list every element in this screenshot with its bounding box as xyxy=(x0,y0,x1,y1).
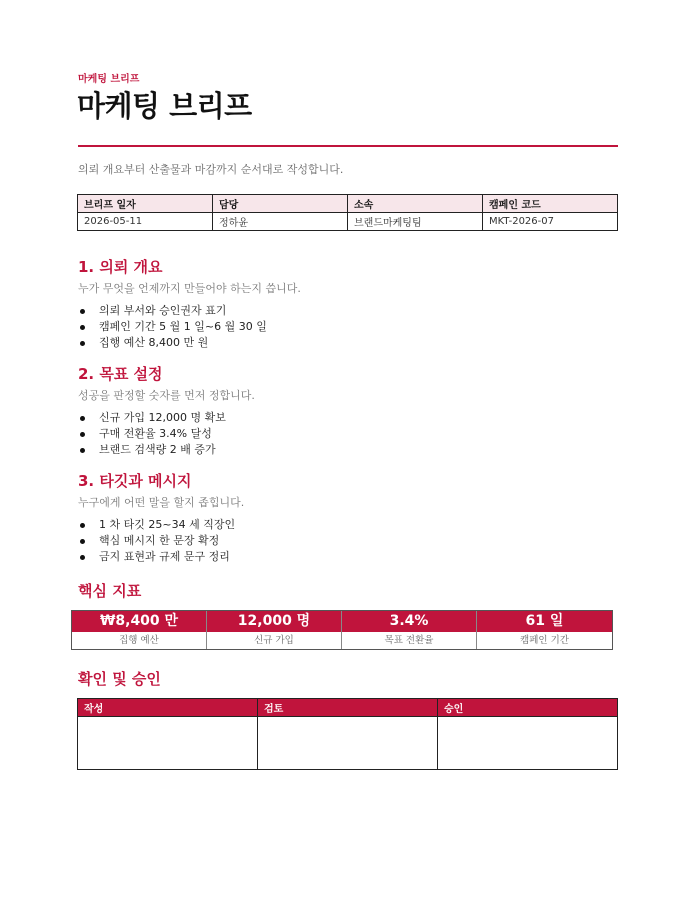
kpi-value: ₩8,400 만 xyxy=(72,611,206,632)
kpi-section-title: 핵심 지표 xyxy=(78,582,142,600)
kpi-card xyxy=(207,611,342,649)
list-item: 금지 표현과 규제 문구 정리 xyxy=(78,549,618,565)
meta-header-cell: 캠페인 코드 xyxy=(483,195,618,213)
approval-header-author: 작성 xyxy=(78,699,258,717)
brief-meta-table xyxy=(77,194,618,231)
kpi-value: 12,000 명 xyxy=(207,611,341,632)
section-subtitle: 성공을 판정할 숫자를 먼저 정합니다. xyxy=(78,389,255,402)
approval-signature-row xyxy=(78,717,618,770)
meta-header-row xyxy=(78,195,618,213)
section-target-message xyxy=(78,470,618,565)
kpi-value: 61 일 xyxy=(477,611,612,632)
list-item: 캠페인 기간 5 월 1 일~6 월 30 일 xyxy=(78,319,618,335)
kpi-label: 목표 전환율 xyxy=(384,635,434,646)
kpi-label: 캠페인 기간 xyxy=(520,635,569,646)
approval-section-title: 확인 및 승인 xyxy=(78,670,161,688)
kpi-card xyxy=(477,611,612,649)
section-title: 2. 목표 설정 xyxy=(78,365,163,383)
list-item: 신규 가입 12,000 명 확보 xyxy=(78,410,618,426)
review-signature-box[interactable] xyxy=(258,717,438,770)
meta-value-cell: 정하윤 xyxy=(213,213,348,231)
title-divider xyxy=(78,145,618,147)
section-request-overview xyxy=(78,256,618,351)
meta-value-cell: 2026-05-11 xyxy=(78,213,213,231)
list-item: 의뢰 부서와 승인권자 표기 xyxy=(78,303,618,319)
list-item: 핵심 메시지 한 문장 확정 xyxy=(78,533,618,549)
kpi-value: 3.4% xyxy=(342,611,476,632)
meta-value-cell: MKT-2026-07 xyxy=(483,213,618,231)
kpi-card xyxy=(342,611,477,649)
list-item: 브랜드 검색량 2 배 증가 xyxy=(78,442,618,458)
page-title: 마케팅 브리프 xyxy=(77,89,252,123)
meta-header-cell: 담당 xyxy=(213,195,348,213)
approval-header-approve: 승인 xyxy=(438,699,618,717)
list-item: 1 차 타깃 25~34 세 직장인 xyxy=(78,517,618,533)
meta-value-cell: 브랜드마케팅팀 xyxy=(348,213,483,231)
section-title: 3. 타깃과 메시지 xyxy=(78,472,192,490)
section-title: 1. 의뢰 개요 xyxy=(78,258,163,276)
kpi-label: 집행 예산 xyxy=(119,635,159,646)
intro-text: 의뢰 개요부터 산출물과 마감까지 순서대로 작성합니다. xyxy=(78,163,344,176)
kpi-card xyxy=(72,611,207,649)
author-signature-box[interactable] xyxy=(78,717,258,770)
section-subtitle: 누구에게 어떤 말을 할지 좁힙니다. xyxy=(78,496,245,509)
bullet-list xyxy=(78,517,618,565)
kpi-label: 신규 가입 xyxy=(254,635,294,646)
meta-header-cell: 브리프 일자 xyxy=(78,195,213,213)
list-item: 구매 전환율 3.4% 달성 xyxy=(78,426,618,442)
approve-signature-box[interactable] xyxy=(438,717,618,770)
kpi-grid xyxy=(71,610,613,650)
approval-header-review: 검토 xyxy=(258,699,438,717)
meta-header-cell: 소속 xyxy=(348,195,483,213)
section-goal-setting xyxy=(78,363,618,458)
list-item: 집행 예산 8,400 만 원 xyxy=(78,335,618,351)
document-eyebrow: 마케팅 브리프 xyxy=(78,74,140,85)
bullet-list xyxy=(78,303,618,351)
meta-value-row xyxy=(78,213,618,231)
bullet-list xyxy=(78,410,618,458)
approval-header-row xyxy=(78,699,618,717)
approval-table xyxy=(77,698,618,770)
section-subtitle: 누가 무엇을 언제까지 만들어야 하는지 씁니다. xyxy=(78,282,301,295)
